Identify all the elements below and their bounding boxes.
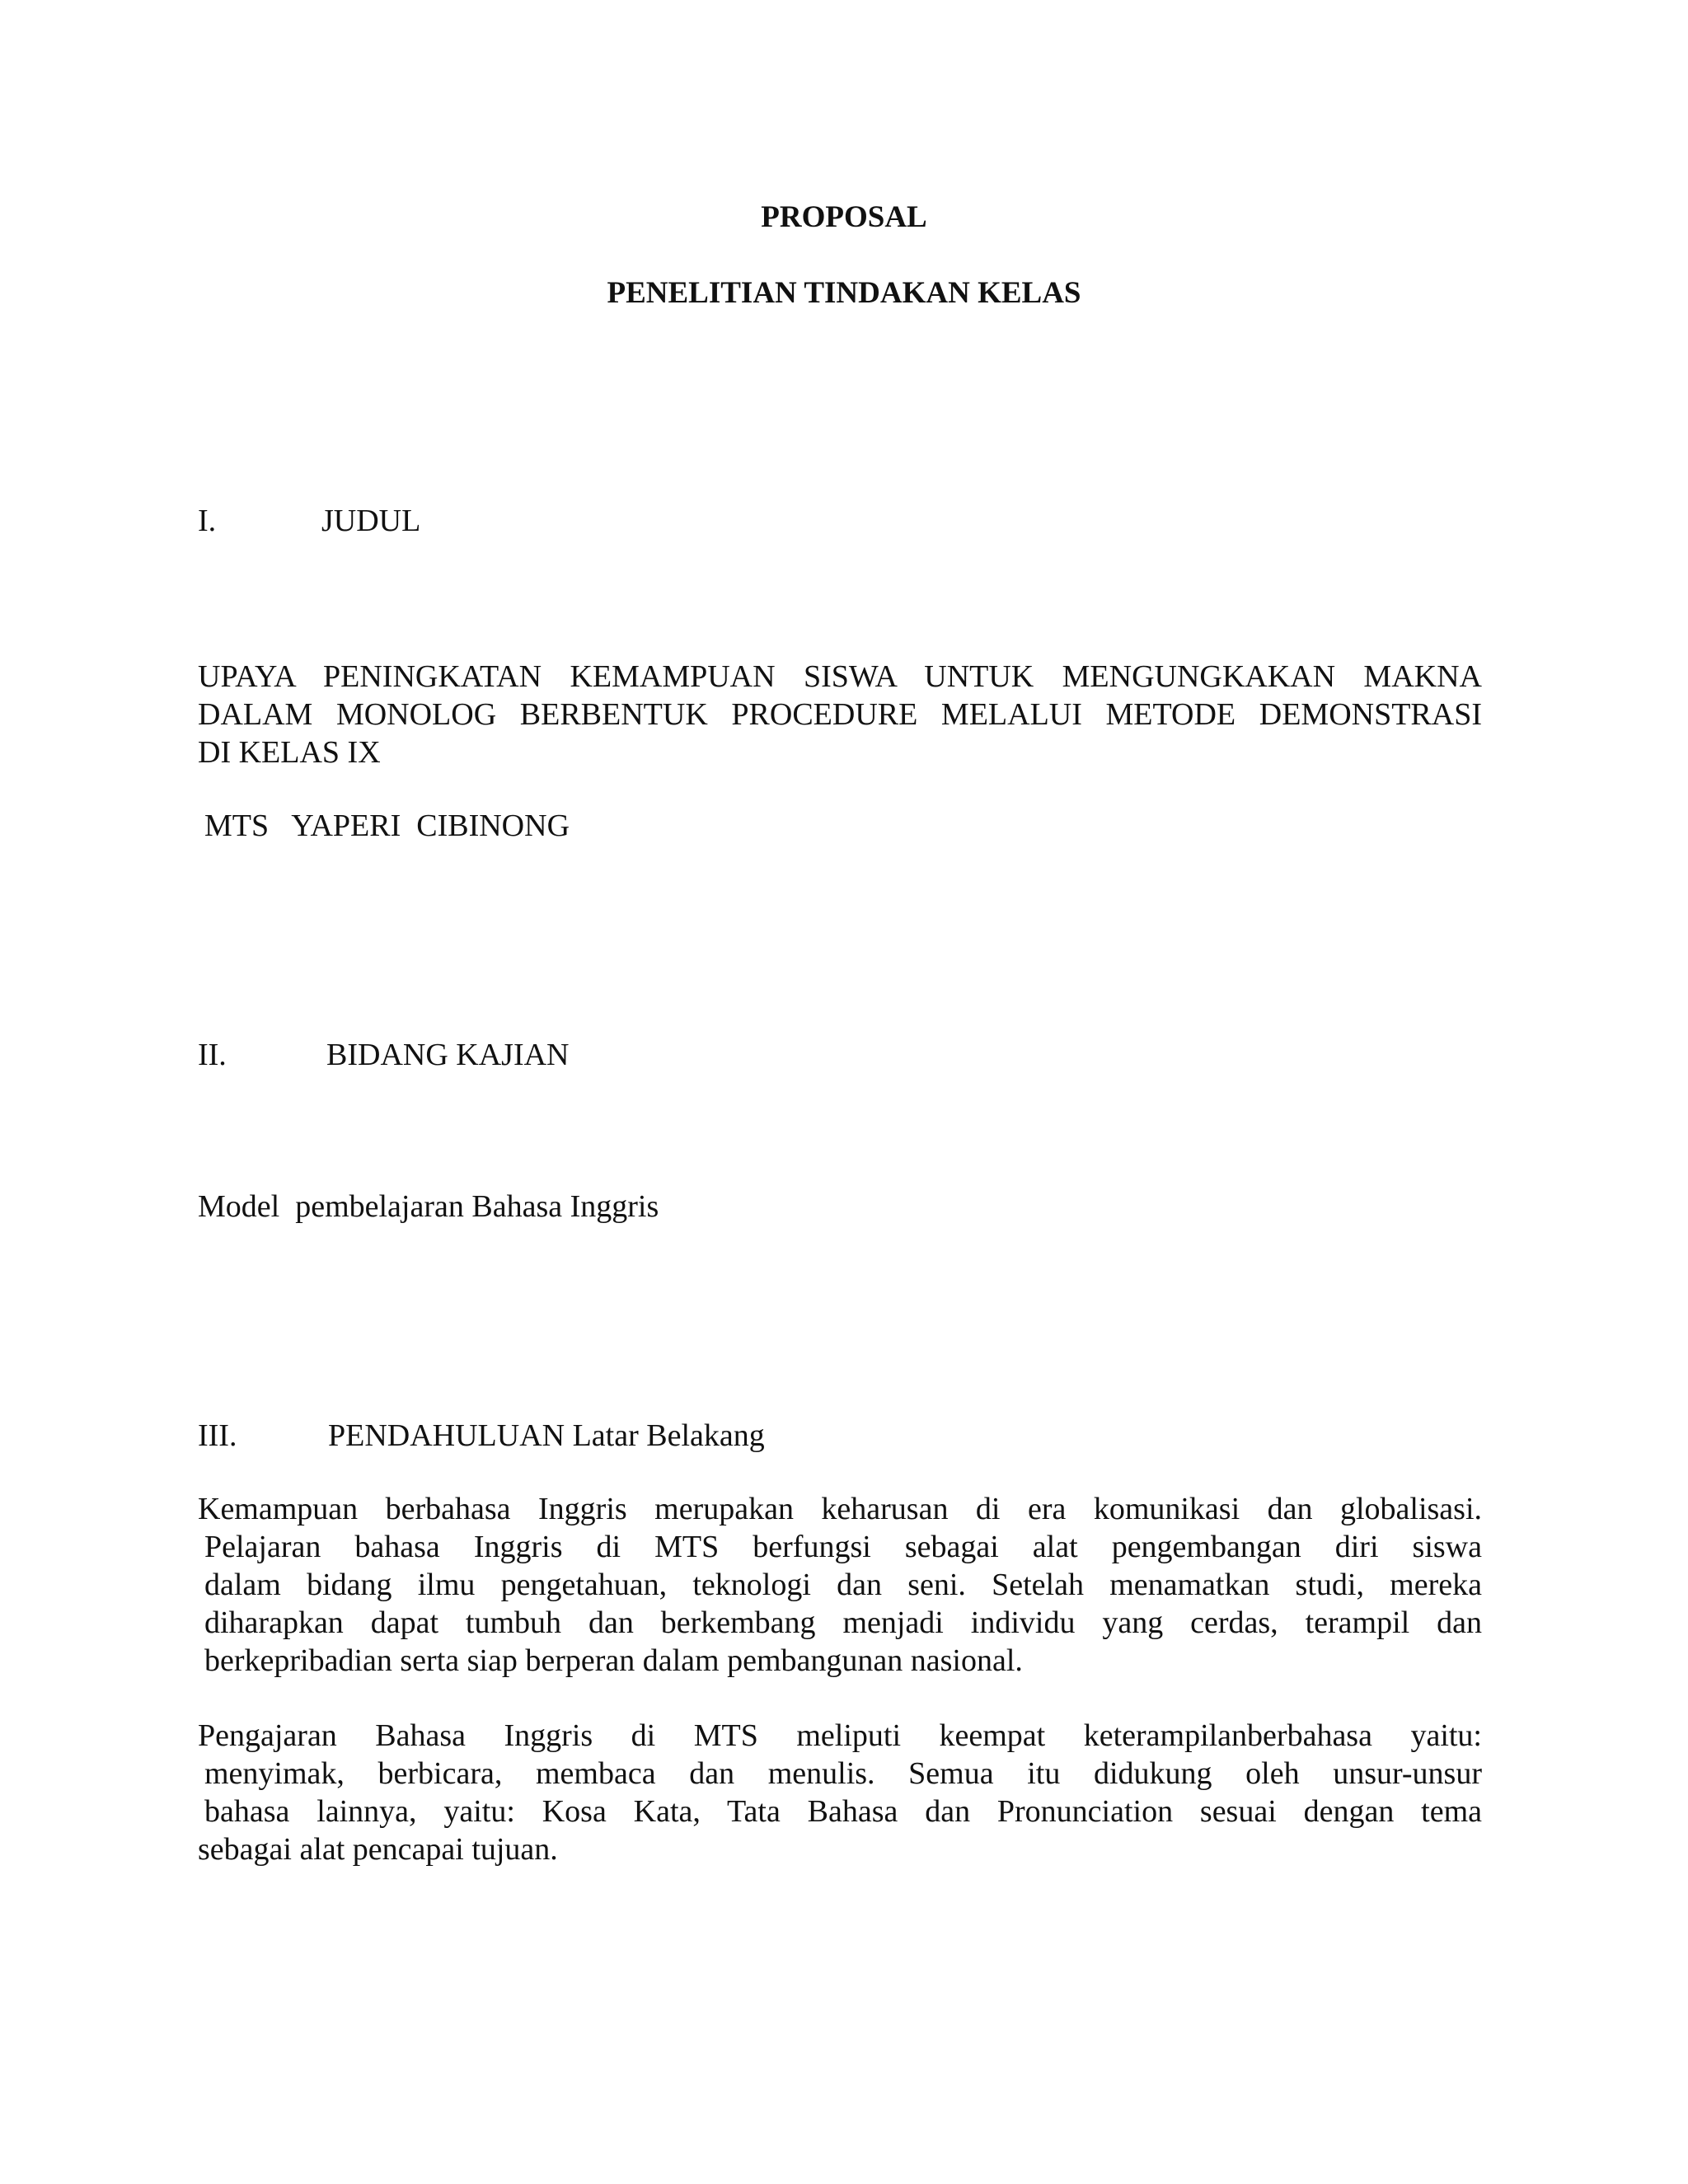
paragraph-line: Kemampuan berbahasa Inggris merupakan keharusan di era komunikasi dan globalisasi. (198, 1492, 1482, 1526)
section-heading-label: JUDUL (321, 504, 421, 538)
paragraph-line: dalam bidang ilmu pengetahuan, teknologi dan seni. Setelah menamatkan studi, mereka (204, 1568, 1482, 1602)
paragraph-line: berkepribadian serta siap berperan dalam pembangunan nasional. (204, 1643, 1023, 1678)
paragraph-line: menyimak, berbicara, membaca dan menulis. Semua itu didukung oleh unsur-unsur (204, 1756, 1482, 1791)
section-heading-label: BIDANG KAJIAN (326, 1038, 570, 1072)
research-title (198, 658, 1482, 771)
paragraph-line: bahasa lainnya, yaitu: Kosa Kata, Tata Bahasa dan Pronunciation sesuai dengan tema (204, 1794, 1482, 1829)
section-number: II. (198, 1038, 227, 1072)
research-title-line: DI KELAS IX (198, 735, 381, 770)
paragraph-background-2 (198, 1717, 1482, 1868)
research-title-line: DALAM MONOLOG BERBENTUK PROCEDURE MELALUI METODE DEMONSTRASI (198, 697, 1482, 732)
paragraph-line: Pengajaran Bahasa Inggris di MTS meliputi keempat keterampilanberbahasa yaitu: (198, 1718, 1482, 1753)
paragraph-background-1 (198, 1490, 1482, 1680)
section-heading-bidang-kajian (198, 1037, 569, 1073)
paragraph-line: Pelajaran bahasa Inggris di MTS berfungsi sebagai alat pengembangan diri siswa (204, 1530, 1482, 1564)
school-name: MTS YAPERI CIBINONG (204, 808, 570, 843)
section-number: I. (198, 504, 217, 538)
paragraph-line: sebagai alat pencapai tujuan. (198, 1832, 558, 1867)
section-number: III. (198, 1418, 237, 1453)
study-field-text: Model pembelajaran Bahasa Inggris (198, 1189, 659, 1224)
section-heading-pendahuluan (198, 1418, 765, 1454)
section-heading-judul (198, 503, 420, 539)
section-heading-label: PENDAHULUAN Latar Belakang (328, 1418, 765, 1453)
research-title-line: UPAYA PENINGKATAN KEMAMPUAN SISWA UNTUK MENGUNGKAKAN MAKNA (198, 659, 1482, 694)
document-subtitle: PENELITIAN TINDAKAN KELAS (607, 276, 1081, 310)
paragraph-line: diharapkan dapat tumbuh dan berkembang menjadi individu yang cerdas, terampil dan (204, 1605, 1482, 1640)
document-title: PROPOSAL (761, 200, 927, 234)
